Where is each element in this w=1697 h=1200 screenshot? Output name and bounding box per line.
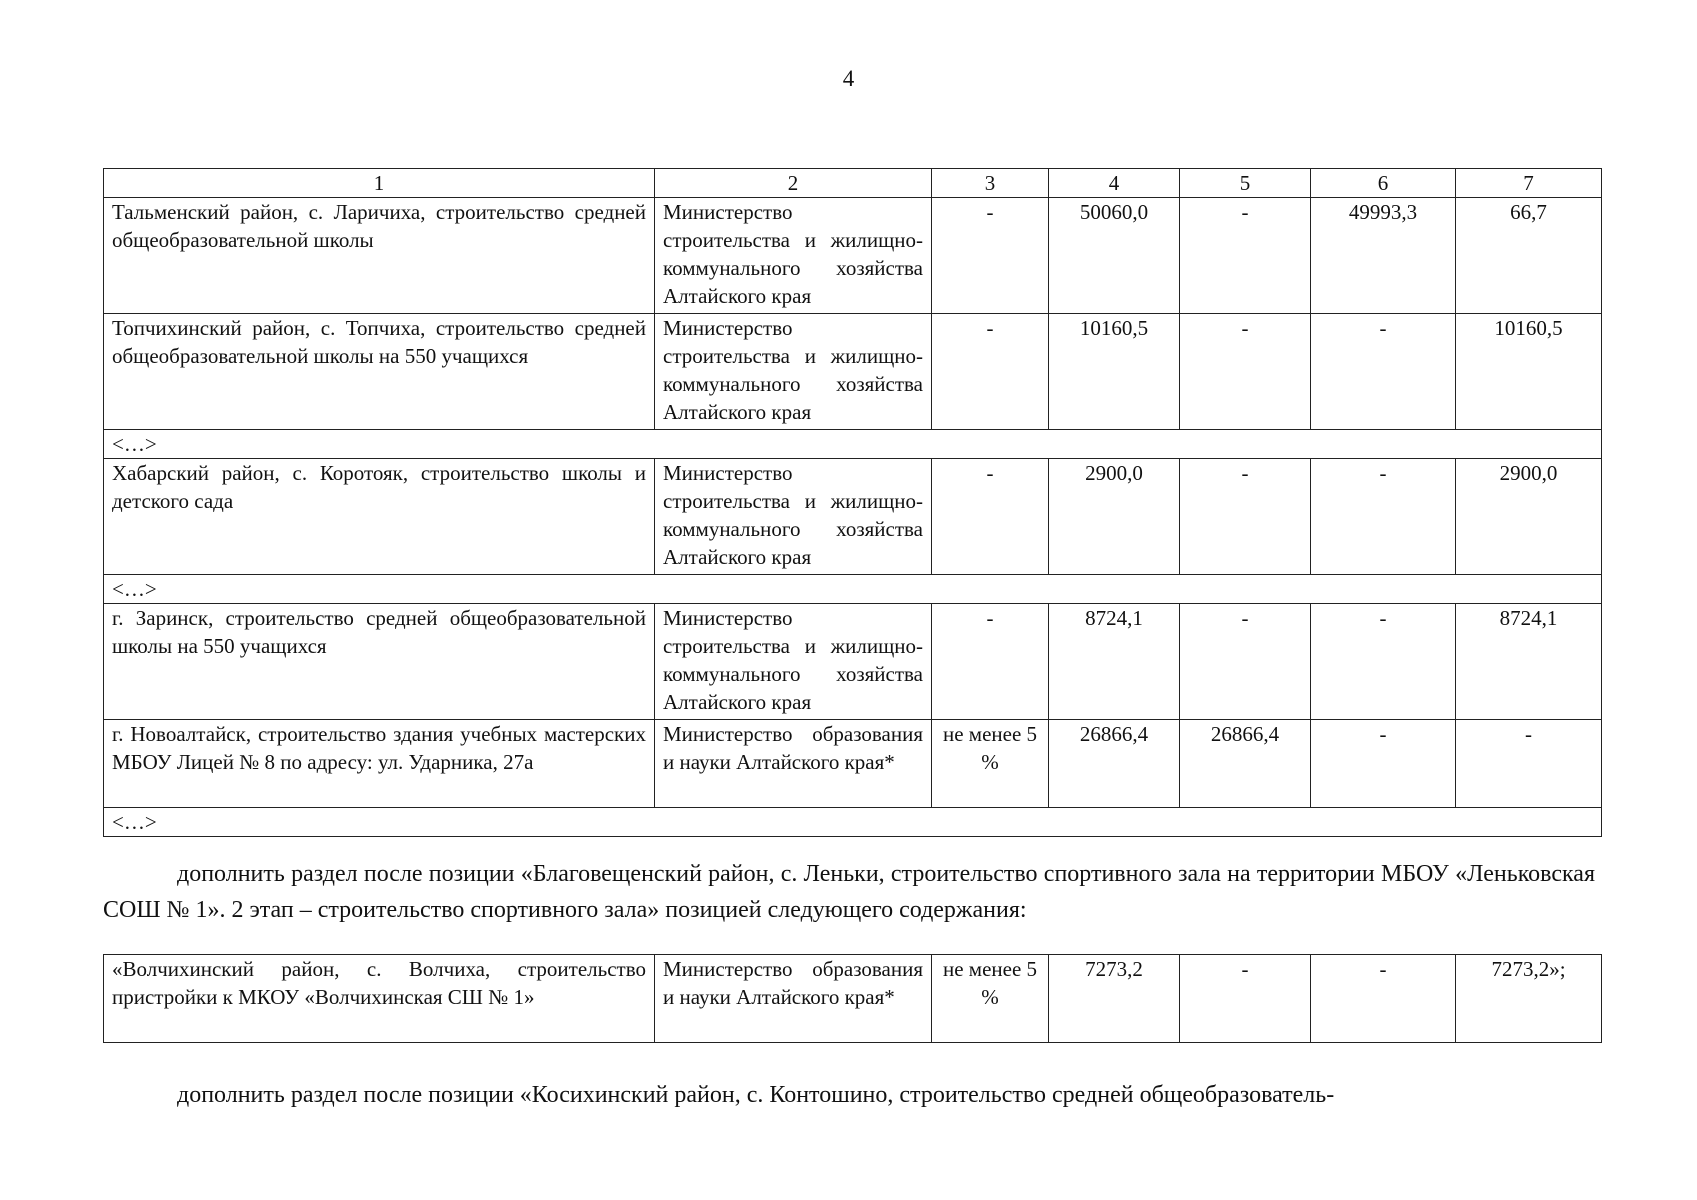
- cell-object: Тальменский район, с. Ларичиха, строительство средней общеобразовательной школы: [104, 198, 655, 314]
- cell-col7: 8724,1: [1456, 604, 1602, 720]
- header-cell: 1: [104, 169, 655, 198]
- cell-col3: -: [932, 198, 1049, 314]
- cell-ministry: Министерство строительства и жилищно-коммунального хозяйства Алтайского края: [655, 459, 932, 575]
- header-cell: 7: [1456, 169, 1602, 198]
- cell-col3: -: [932, 314, 1049, 430]
- cell-object: Хабарский район, с. Коротояк, строительство школы и детского сада: [104, 459, 655, 575]
- cell-col7: -: [1456, 720, 1602, 808]
- cell-col5: -: [1180, 198, 1311, 314]
- cell-object: г. Заринск, строительство средней общеобразовательной школы на 550 учащихся: [104, 604, 655, 720]
- addition-table: [103, 954, 1602, 1043]
- cell-col4: 8724,1: [1049, 604, 1180, 720]
- cell-col5: 26866,4: [1180, 720, 1311, 808]
- table-row: [104, 314, 1602, 430]
- cell-col4: 7273,2: [1049, 955, 1180, 1043]
- cell-col6: -: [1311, 459, 1456, 575]
- cell-col6: -: [1311, 314, 1456, 430]
- cell-col7: 7273,2»;: [1456, 955, 1602, 1043]
- header-cell: 3: [932, 169, 1049, 198]
- ellipsis-row: [104, 575, 1602, 604]
- cell-col3: -: [932, 459, 1049, 575]
- table-row: [104, 720, 1602, 808]
- ellipsis-cell: <…>: [104, 575, 1602, 604]
- cell-ministry: Министерство строительства и жилищно-коммунального хозяйства Алтайского края: [655, 314, 932, 430]
- paragraph-2: дополнить раздел после позиции «Косихинский район, с. Контошино, строительство средней общеобразователь-: [177, 1082, 1335, 1108]
- main-table: [103, 168, 1602, 837]
- cell-ministry: Министерство строительства и жилищно-коммунального хозяйства Алтайского края: [655, 604, 932, 720]
- ellipsis-cell: <…>: [104, 430, 1602, 459]
- cell-col4: 50060,0: [1049, 198, 1180, 314]
- cell-col3: -: [932, 604, 1049, 720]
- table-row: [104, 198, 1602, 314]
- cell-col6: -: [1311, 955, 1456, 1043]
- cell-col4: 26866,4: [1049, 720, 1180, 808]
- paragraph-1: дополнить раздел после позиции «Благовещенский район, с. Леньки, строительство спортивного зала на территории МБОУ «Леньковская СОШ № 1». 2 этап – строительство спортивного зала» позицией следующего содержания:: [103, 861, 1595, 923]
- cell-ministry: Министерство образования и науки Алтайского края*: [655, 955, 932, 1043]
- header-cell: 6: [1311, 169, 1456, 198]
- cell-col7: 10160,5: [1456, 314, 1602, 430]
- ellipsis-cell: <…>: [104, 808, 1602, 837]
- cell-col3: не менее 5 %: [932, 720, 1049, 808]
- cell-col7: 2900,0: [1456, 459, 1602, 575]
- cell-col5: -: [1180, 459, 1311, 575]
- addition-row: [104, 955, 1602, 1043]
- cell-col5: -: [1180, 314, 1311, 430]
- table-row: [104, 459, 1602, 575]
- cell-col4: 10160,5: [1049, 314, 1180, 430]
- header-cell: 5: [1180, 169, 1311, 198]
- page-number: 4: [842, 66, 855, 91]
- header-cell: 4: [1049, 169, 1180, 198]
- cell-col4: 2900,0: [1049, 459, 1180, 575]
- cell-col3: не менее 5 %: [932, 955, 1049, 1043]
- cell-col5: -: [1180, 955, 1311, 1043]
- cell-object: «Волчихинский район, с. Волчиха, строительство пристройки к МКОУ «Волчихинская СШ № 1»: [104, 955, 655, 1043]
- cell-ministry: Министерство образования и науки Алтайского края*: [655, 720, 932, 808]
- ellipsis-row: [104, 808, 1602, 837]
- cell-ministry: Министерство строительства и жилищно-коммунального хозяйства Алтайского края: [655, 198, 932, 314]
- table-row: [104, 604, 1602, 720]
- cell-col6: -: [1311, 720, 1456, 808]
- cell-col5: -: [1180, 604, 1311, 720]
- header-cell: 2: [655, 169, 932, 198]
- header-row: [104, 169, 1602, 198]
- ellipsis-row: [104, 430, 1602, 459]
- cell-col7: 66,7: [1456, 198, 1602, 314]
- cell-object: Топчихинский район, с. Топчиха, строительство средней общеобразовательной школы на 550 учащихся: [104, 314, 655, 430]
- cell-col6: 49993,3: [1311, 198, 1456, 314]
- cell-col6: -: [1311, 604, 1456, 720]
- cell-object: г. Новоалтайск, строительство здания учебных мастерских МБОУ Лицей № 8 по адресу: ул. Ударника, 27а: [104, 720, 655, 808]
